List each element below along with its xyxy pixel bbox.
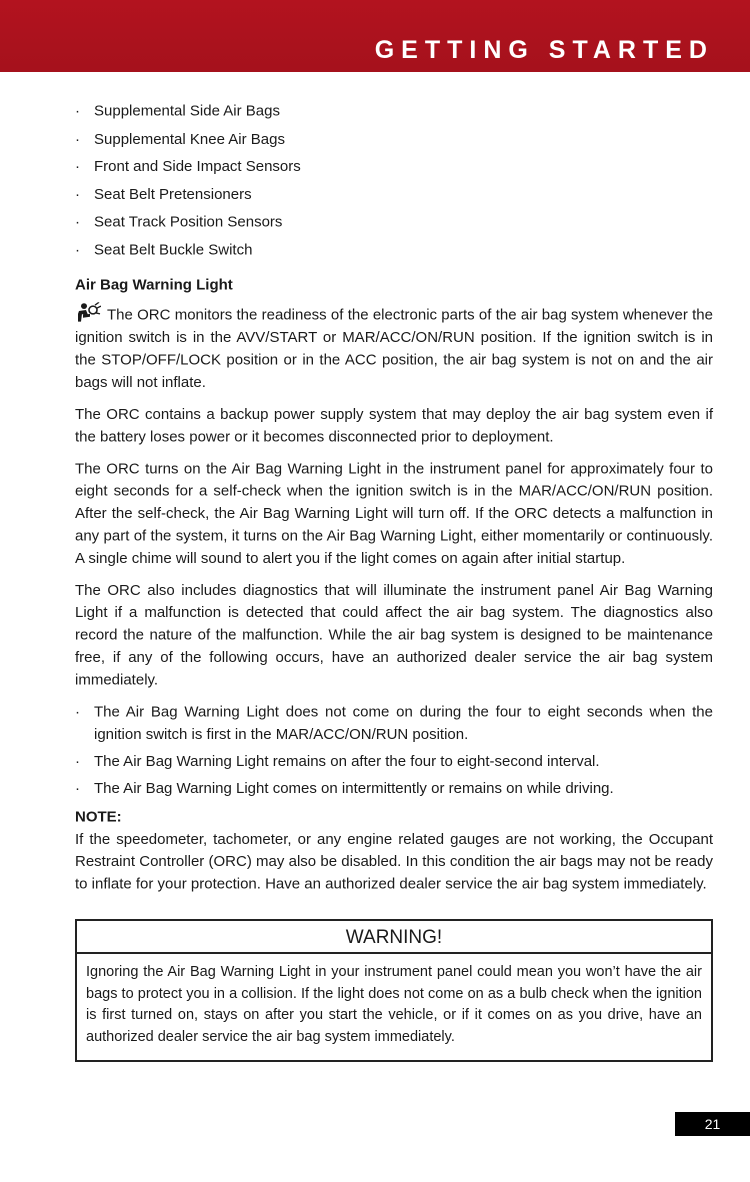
paragraph: The ORC also includes diagnostics that will illuminate the instrument panel Air Bag Warning Light if a malfunction is detected that could affect the air bag system. The diagnostics also record the nature of the malfunction. While the air bag system is designed to be maintenance free, if any of the following occurs, have an authorized dealer service the air bag system immediately. <box>75 582 713 689</box>
list-item: · The Air Bag Warning Light remains on after the four to eight-second interval. <box>75 750 713 772</box>
warning-box <box>75 919 713 1062</box>
list-item: · Seat Track Position Sensors <box>75 211 713 239</box>
section-title: GETTING STARTED <box>374 36 714 64</box>
airbag-warning-icon <box>75 302 101 323</box>
airbag-paragraph-1: The ORC monitors the readiness of the electronic parts of the air bag system whenever the ignition switch is in the AVV/START or MAR/ACC/ON/RUN position. If the ignition switch is in the STOP/OFF/LOCK position or in the ACC position, the air bag system is not on and the air bags will not inflate. <box>75 307 713 391</box>
list-item: · Seat Belt Buckle Switch <box>75 239 713 267</box>
note-label: NOTE: <box>75 808 122 826</box>
page-header <box>0 0 750 72</box>
warning-text: Ignoring the Air Bag Warning Light in your instrument panel could mean you won’t have the air bags to protect you in a collision. If the light does not come on as a bulb check when the ignition is first turned on, stays on after you start the vehicle, or if it comes on as you drive, have an authorized dealer service the air bag system immediately. <box>86 964 702 1045</box>
paragraph: The ORC contains a backup power supply system that may deploy the air bag system even if the battery loses power or it becomes disconnected prior to deployment. <box>75 406 713 446</box>
paragraph <box>75 302 713 393</box>
list-item: · Front and Side Impact Sensors <box>75 155 713 183</box>
page-number: 21 <box>675 1112 750 1136</box>
list-item: · The Air Bag Warning Light does not come on during the four to eight seconds when the ignition switch is first in the MAR/ACC/ON/RUN position. <box>75 701 713 746</box>
component-list <box>75 100 713 266</box>
main-content <box>75 100 713 905</box>
paragraph: The ORC turns on the Air Bag Warning Light in the instrument panel for approximately four to eight seconds for a self-check when the ignition switch is in the MAR/ACC/ON/RUN position. After the self-check, the Air Bag Warning Light will turn off. If the ORC detects a malfunction in any part of the system, it turns on the Air Bag Warning Light, either momentarily or continuously. A single chime will sound to alert you if the light comes on again after initial startup. <box>75 460 713 567</box>
list-item: · Supplemental Side Air Bags <box>75 100 713 128</box>
list-item: · Supplemental Knee Air Bags <box>75 128 713 156</box>
list-item: · The Air Bag Warning Light comes on intermittently or remains on while driving. <box>75 778 713 800</box>
list-item: · Seat Belt Pretensioners <box>75 183 713 211</box>
note-text: If the speedometer, tachometer, or any engine related gauges are not working, the Occupant Restraint Controller (ORC) may also be disabled. In this condition the air bags may not be ready to inflate for your protection. Have an authorized dealer service the air bag system immediately. <box>75 831 713 893</box>
warning-title: WARNING! <box>77 921 711 954</box>
section-heading: Air Bag Warning Light <box>75 276 233 294</box>
condition-list <box>75 701 713 800</box>
